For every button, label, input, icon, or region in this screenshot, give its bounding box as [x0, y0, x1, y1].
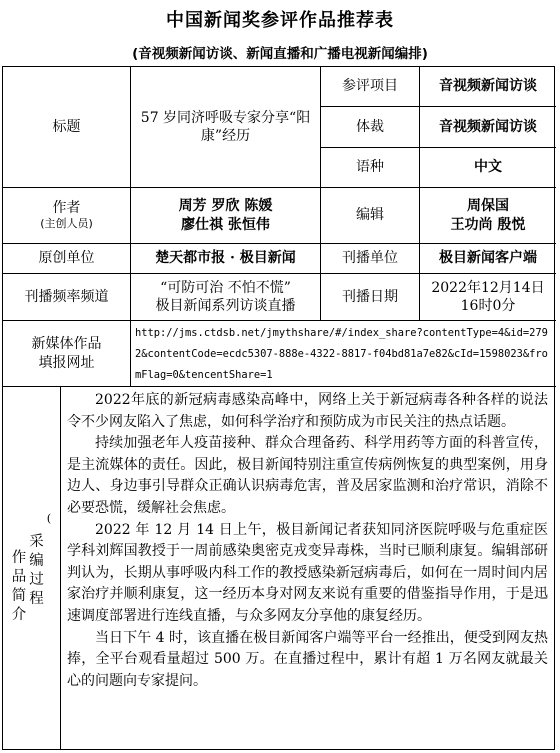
category-value: 音视频新闻访谈 [420, 67, 556, 107]
author-label: 作者 [52, 200, 81, 216]
intro-label-col-2: 采 编 过 程 [29, 534, 44, 607]
title-label: 标题 [3, 67, 131, 188]
recommendation-table [2, 66, 555, 750]
language-label: 语种 [321, 148, 420, 188]
original-unit-label: 原创单位 [3, 244, 131, 274]
frequency-line-2: 极目新闻系列访谈直播 [155, 298, 296, 314]
author-value [131, 188, 321, 244]
intro-paragraph-1: 2022年底的新冠病毒感染高峰中，网络上关于新冠病毒各种各样的说法令不少网友陷入了焦虑，如何科学治疗和预防成为市民关注的热点话题。 [67, 392, 548, 430]
editor-line-2: 王功尚 殷悦 [450, 216, 526, 233]
genre-value: 音视频新闻访谈 [420, 107, 556, 148]
title-value: 57 岁同济呼吸专家分享“阳康”经历 [131, 67, 321, 188]
intro-label-col-1: 作 品 简 介 [11, 550, 27, 623]
intro-text [61, 387, 556, 749]
document-title: 中国新闻奖参评作品推荐表 [166, 10, 394, 31]
intro-paragraph-3: 2022 年 12 月 14 日上午，极目新闻记者获知同济医院呼吸与危重症医学科刘辉国教授于一周前感染奥密克戎变异毒株，当时已顺利康复。编辑部研判认为，长期从事呼吸内科工作的教授感染新冠病毒后，如何在一周时间内居家治疗并顺利康复，这一经历本身对网友来说有重要的借鉴指导作用，于是迅速调度部署进行连线直播，与众多网友分享他的康复经历。 [67, 521, 548, 624]
intro-label [3, 387, 61, 749]
frequency-value [131, 274, 321, 321]
url-label [3, 321, 131, 387]
original-unit-value: 楚天都市报 · 极目新闻 [131, 244, 321, 274]
language-value: 中文 [420, 148, 556, 188]
publish-unit-value: 极目新闻客户端 [420, 244, 556, 274]
date-line-1: 2022年12月14日 [431, 279, 545, 296]
publish-unit-label: 刊播单位 [321, 244, 420, 274]
document-subtitle: (音视频新闻访谈、新闻直播和广播电视新闻编排) [132, 46, 428, 62]
author-line-2: 廖仕祺 张恒伟 [181, 216, 270, 233]
editor-label: 编辑 [321, 188, 420, 244]
category-label: 参评项目 [321, 67, 420, 107]
frequency-line-1: “可防可治 不怕不慌” [160, 279, 291, 296]
date-value [420, 274, 556, 321]
author-label-cell [3, 188, 131, 244]
frequency-label: 刊播频率频道 [3, 274, 131, 321]
editor-value [420, 188, 556, 244]
author-sublabel: (主创人员) [40, 217, 93, 231]
url-label-line-1: 新媒体作品 [31, 336, 102, 353]
new-media-url[interactable]: http://jms.ctdsb.net/jmythshare/#/index_share?contentType=4&id=2792&contentCode=ecdc5307-888e-4322-8817-f04bd81a7e82&cId=1598023&fromFlag=0&tencentShare=1 [131, 321, 556, 387]
date-label: 刊播日期 [321, 274, 420, 321]
url-label-line-2: 填报网址 [38, 354, 95, 371]
intro-paragraph-2: 持续加强老年人疫苗接种、群众合理备药、科学用药等方面的科普宣传，是主流媒体的责任。因此，极目新闻特别注重宣传病例恢复的典型案例，用身边人、身边事引导群众正确认识病毒危害，普及居家监测和治疗常识，消除不必要恐慌，缓解社会焦虑。 [67, 435, 548, 516]
intro-label-paren: ( [46, 511, 52, 525]
date-line-2: 16时0分 [460, 298, 516, 314]
editor-line-1: 周保国 [467, 198, 509, 215]
intro-paragraph-4: 当日下午 4 时，该直播在极目新闻客户端等平台一经推出，便受到网友热捧，全平台观看量超过 500 万。在直播过程中，累计有超 1 万名网友就最关心的问题向专家提问。 [67, 629, 548, 689]
genre-label: 体裁 [321, 107, 420, 148]
author-line-1: 周芳 罗欣 陈媛 [178, 198, 273, 215]
